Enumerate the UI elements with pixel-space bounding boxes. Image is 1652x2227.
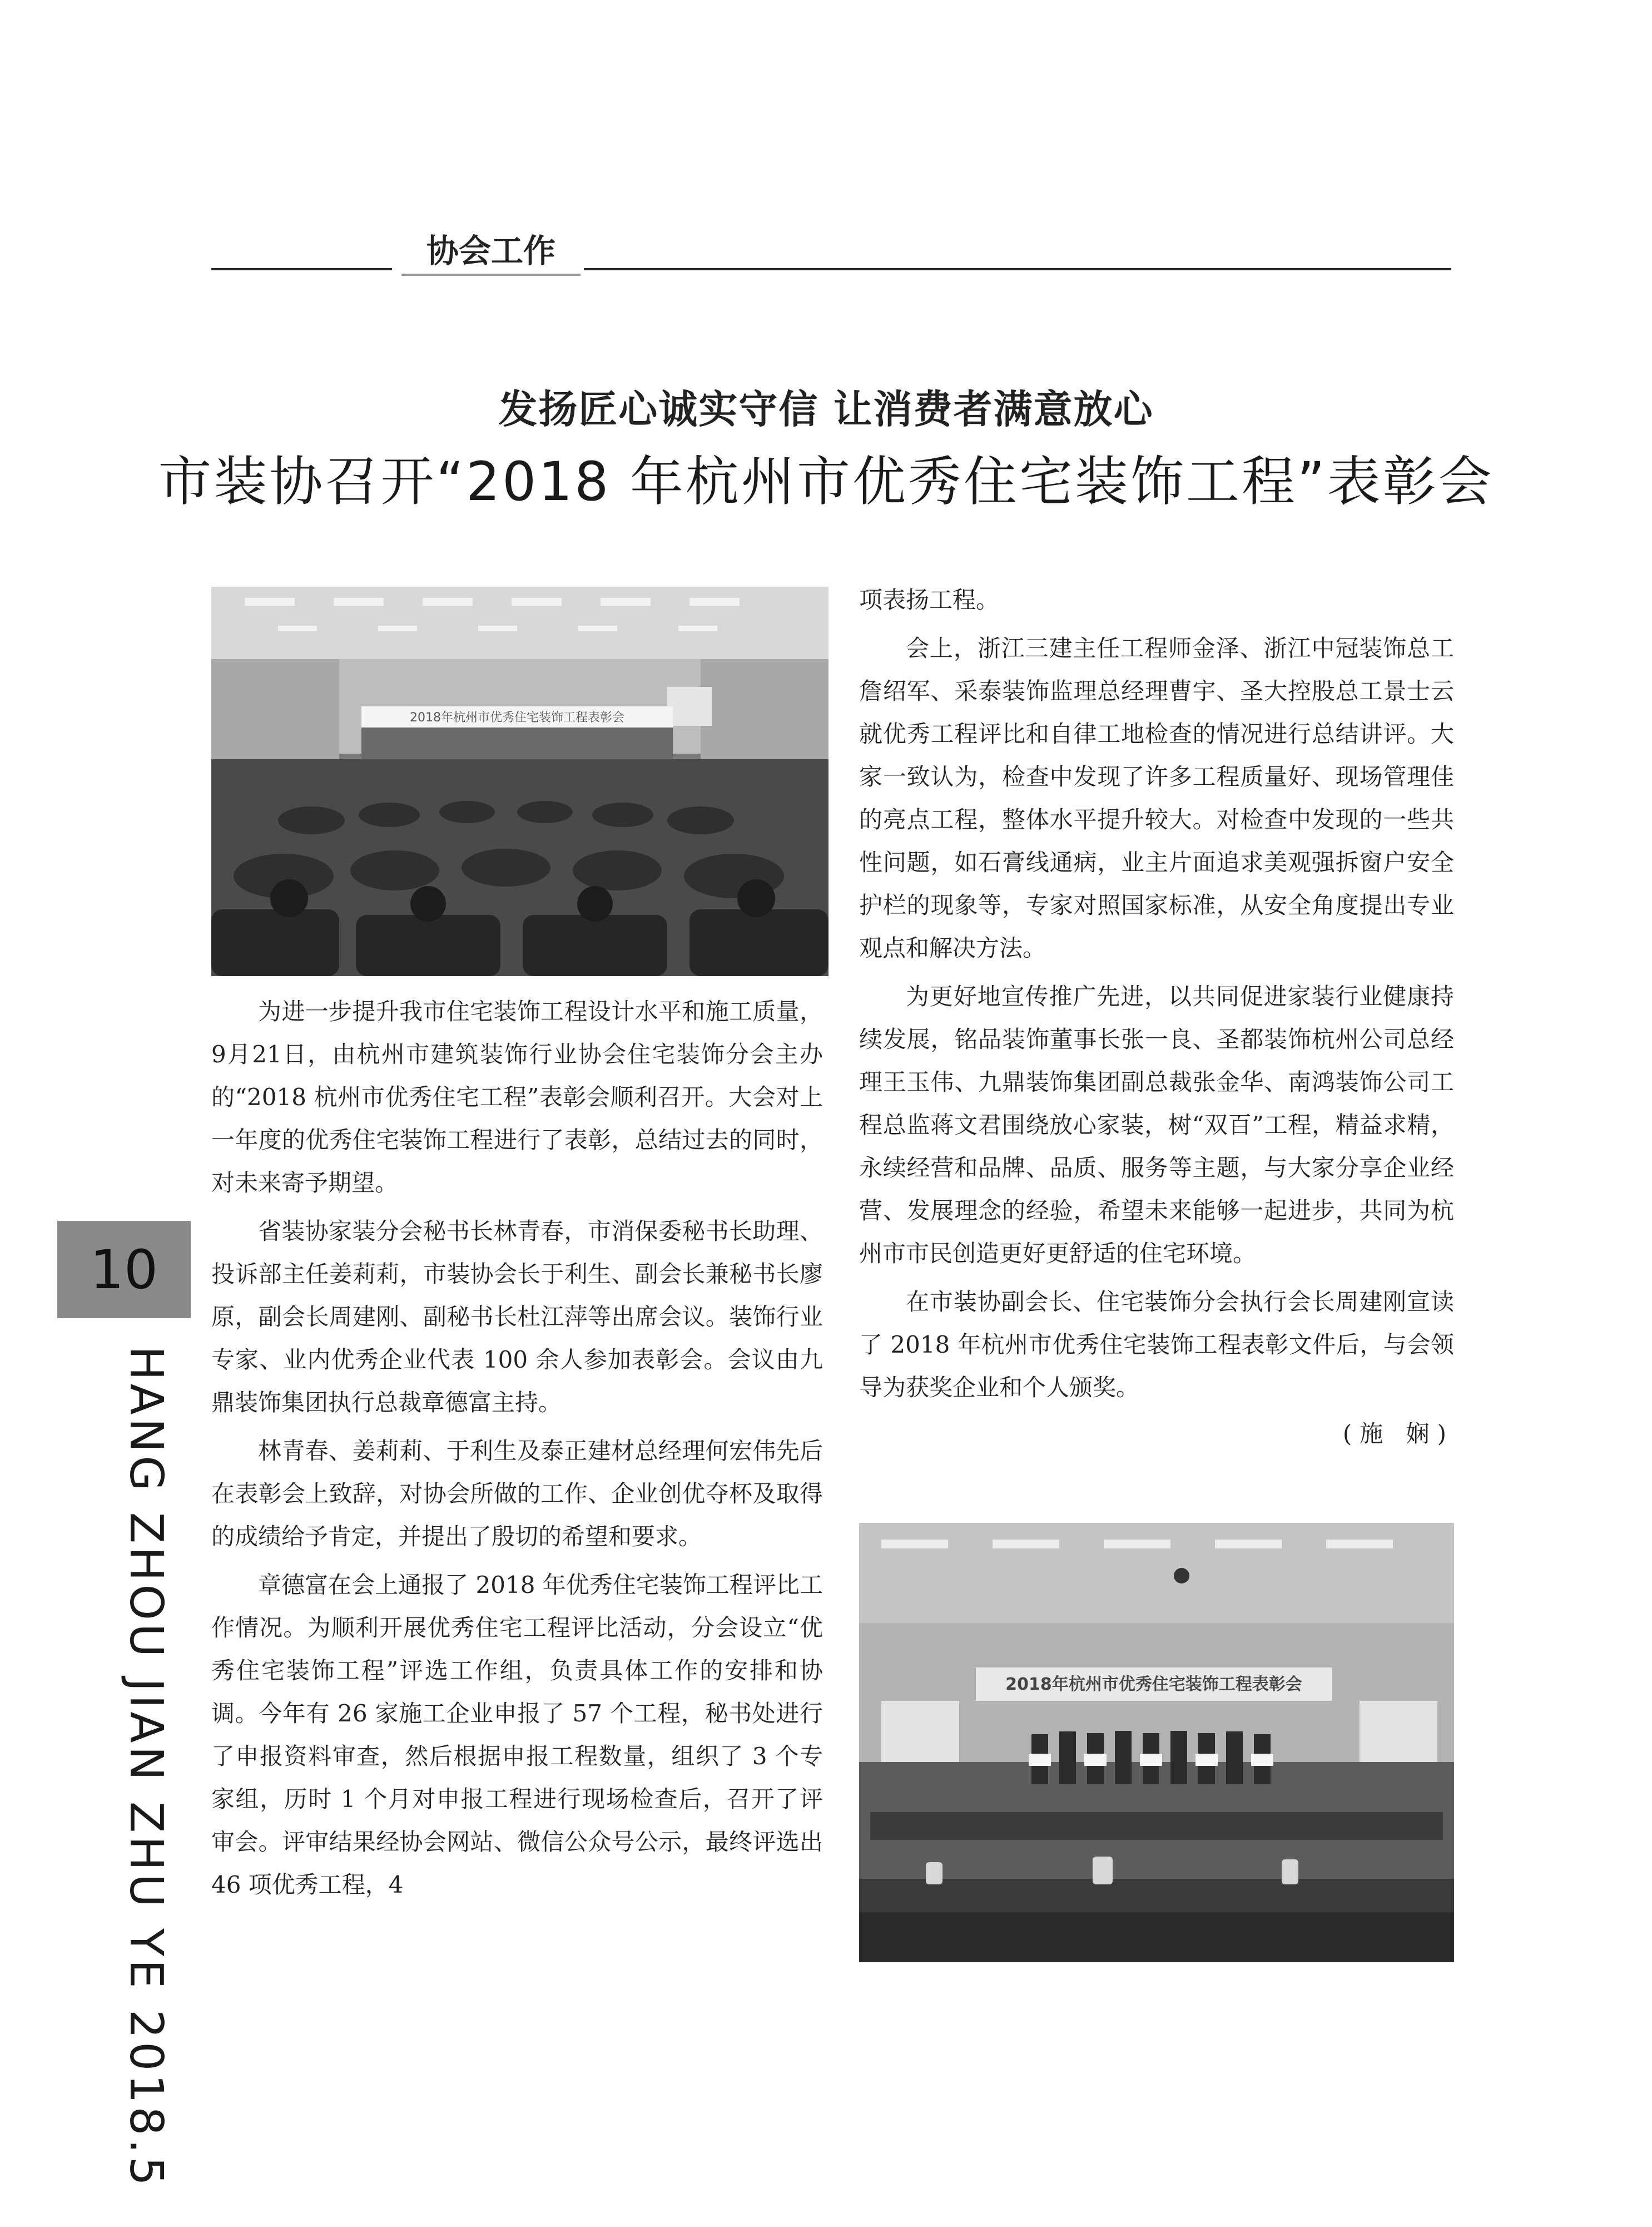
paragraph: 在市装协副会长、住宅装饰分会执行会长周建刚宣读了 2018 年杭州市优秀住宅装饰工程表彰文件后，与会领导为获奖企业和个人颁奖。 [859,1288,1454,1401]
award-ceremony-photo [859,1523,1454,1962]
section-title: 协会工作 [401,222,581,276]
hall-banner-text: 2018年杭州市优秀住宅装饰工程表彰会 [410,711,624,725]
left-column [211,990,823,1912]
page-number: 10 [57,1221,191,1318]
paragraph-continuation: 项表扬工程。 [859,586,1000,613]
paragraph: 林青春、姜莉莉、于利生及泰正建材总经理何宏伟先后在表彰会上致辞，对协会所做的工作、企业创优夺杯及取得的成绩给予肯定，并提出了殷切的希望和要求。 [211,1437,823,1550]
article-subtitle: 发扬匠心诚实守信 让消费者满意放心 [498,386,1154,432]
paragraph: 省装协家装分会秘书长林青春，市消保委秘书长助理、投诉部主任姜莉莉，市装协会长于利生、副会长兼秘书长廖原，副会长周建刚、副秘书长杜江萍等出席会议。装饰行业专家、业内优秀企业代表 100 余人参加表彰会。会议由九鼎装饰集团执行总裁章德富主持。 [211,1218,823,1416]
article-title: 市装协召开“2018 年杭州市优秀住宅装饰工程”表彰会 [158,451,1494,513]
journal-name: HANG ZHOU JIAN ZHU YE 2018.5 [120,1346,172,2189]
header-rule-left [211,268,392,270]
right-column [859,578,1454,1455]
paragraph: 章德富在会上通报了 2018 年优秀住宅装饰工程评比工作情况。为顺利开展优秀住宅工程评比活动，分会设立“优秀住宅装饰工程”评选工作组，负责具体工作的安排和协调。今年有 26 家施工企业申报了 57 个工程，秘书处进行了申报资料审查，然后根据申报工程数量，组织了 3 个专家组，历时 1 个月对申报工程进行现场检查后，召开了评审会。评审结果经协会网站、微信公众号公示，最终评选出 46 项优秀工程，4 [211,1571,823,1898]
author-byline: (施 娴) [1342,1420,1454,1447]
paragraph: 为进一步提升我市住宅装饰工程设计水平和施工质量，9月21日，由杭州市建筑装饰行业协会住宅装饰分会主办的“2018 杭州市优秀住宅工程”表彰会顺利召开。大会对上一年度的优秀住宅装饰工程进行了表彰，总结过去的同时，对未来寄予期望。 [211,998,823,1196]
header-rule-right [584,268,1451,270]
meeting-hall-photo [211,587,829,976]
paragraph: 为更好地宣传推广先进，以共同促进家装行业健康持续发展，铭品装饰董事长张一良、圣都装饰杭州公司总经理王玉伟、九鼎装饰集团副总裁张金华、南鸿装饰公司工程总监蒋文君围绕放心家装，树“双百”工程，精益求精，永续经营和品牌、品质、服务等主题，与大家分享企业经营、发展理念的经验，希望未来能够一起进步，共同为杭州市市民创造更好更舒适的住宅环境。 [859,983,1454,1267]
stage-banner-text: 2018年杭州市优秀住宅装饰工程表彰会 [1005,1675,1302,1694]
paragraph: 会上，浙江三建主任工程师金泽、浙江中冠装饰总工詹绍军、采泰装饰监理总经理曹宇、圣大控股总工景士云就优秀工程评比和自律工地检查的情况进行总结讲评。大家一致认为，检查中发现了许多工程质量好、现场管理佳的亮点工程，整体水平提升较大。对检查中发现的一些共性问题，如石膏线通病，业主片面追求美观强拆窗户安全护栏的现象等，专家对照国家标准，从安全角度提出专业观点和解决方法。 [859,635,1454,962]
